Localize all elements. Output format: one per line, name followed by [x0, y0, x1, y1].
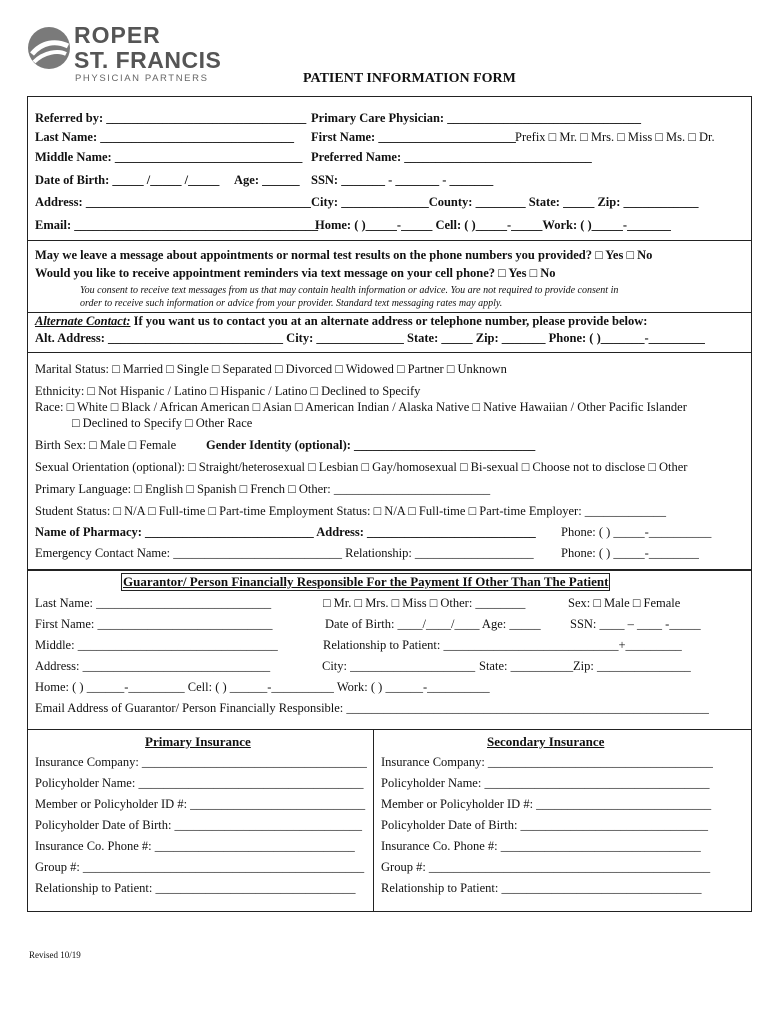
primary-ins-relationship-field[interactable]: Relationship to Patient: ________________________________: [35, 881, 356, 895]
alternate-contact-intro: [35, 314, 647, 329]
gender-identity-field[interactable]: Gender Identity (optional): _____________________________: [206, 438, 536, 452]
secondary-ins-phone-field[interactable]: Insurance Co. Phone #: ________________________________: [381, 839, 701, 853]
divider: [27, 352, 752, 353]
prefix-options[interactable]: Prefix □ Mr. □ Mrs. □ Miss □ Ms. □ Dr.: [515, 130, 715, 144]
primary-ins-company-field[interactable]: Insurance Company: ____________________________________: [35, 755, 367, 769]
preferred-name-field[interactable]: Preferred Name: ______________________________: [311, 150, 592, 164]
age-field[interactable]: Age: ______: [234, 173, 300, 187]
secondary-ins-holder-dob-field[interactable]: Policyholder Date of Birth: ______________________________: [381, 818, 709, 832]
ssn-field[interactable]: SSN: _______ - _______ - _______: [311, 173, 494, 187]
city-county-state-zip-field[interactable]: City: ______________County: ________ State: _____ Zip: ____________: [311, 195, 699, 209]
secondary-ins-holder-field[interactable]: Policyholder Name: ____________________________________: [381, 776, 710, 790]
primary-language-options[interactable]: Primary Language: □ English □ Spanish □ French □ Other: _________________________: [35, 482, 491, 496]
guarantor-sex-options[interactable]: Sex: □ Male □ Female: [568, 596, 681, 610]
text-reminder-question[interactable]: Would you like to receive appointment reminders via text message on your cell phone? □ Yes □ No: [35, 266, 556, 280]
race-options-2[interactable]: □ Declined to Specify □ Other Race: [72, 416, 253, 430]
guarantor-ssn-field[interactable]: SSN: ____ – ____ -_____: [570, 617, 701, 631]
divider: [27, 312, 752, 313]
emergency-contact-field[interactable]: Emergency Contact Name: ___________________________ Relationship: ___________________: [35, 546, 534, 560]
middle-name-field[interactable]: Middle Name: ______________________________: [35, 150, 303, 164]
logo-line3: PHYSICIAN PARTNERS: [75, 73, 209, 84]
address-field[interactable]: Address: ____________________________________: [35, 195, 311, 209]
secondary-ins-relationship-field[interactable]: Relationship to Patient: ________________________________: [381, 881, 702, 895]
guarantor-first-name-field[interactable]: First Name: ____________________________: [35, 617, 273, 631]
secondary-ins-company-field[interactable]: Insurance Company: ____________________________________: [381, 755, 713, 769]
consent-disclaimer-2: order to receive such information or advice from your provider. Standard text messaging rates may apply.: [80, 298, 503, 309]
marital-status-options[interactable]: [35, 362, 507, 377]
primary-ins-group-field[interactable]: Group #: _____________________________________________: [35, 860, 365, 874]
guarantor-last-name-field[interactable]: Last Name: ____________________________: [35, 596, 272, 610]
referred-by-field[interactable]: Referred by: ________________________________: [35, 111, 307, 125]
divider: [27, 240, 752, 241]
guarantor-zip-field[interactable]: Zip: _______________: [573, 659, 691, 673]
alternate-contact-label: Alternate Contact:: [35, 314, 131, 328]
phones-field[interactable]: Home: ( )_____-_____ Cell: ( )_____-_____Work: ( )_____-_______: [315, 218, 671, 232]
student-employment-options[interactable]: Student Status: □ N/A □ Full-time □ Part-time Employment Status: □ N/A □ Full-time □ Part-time Employer: _____________: [35, 504, 667, 518]
alternate-contact-text: If you want us to contact you at an alternate address or telephone number, please provide below:: [130, 314, 648, 328]
primary-ins-member-id-field[interactable]: Member or Policyholder ID #: ____________________________: [35, 797, 366, 811]
first-name-field[interactable]: First Name: ______________________: [311, 130, 516, 144]
guarantor-state-field[interactable]: State: __________: [479, 659, 574, 673]
ethnicity-options[interactable]: Ethnicity: □ Not Hispanic / Latino □ Hispanic / Latino □ Declined to Specify: [35, 384, 421, 398]
guarantor-phones-field[interactable]: Home: ( ) ______-_________ Cell: ( ) ______-__________ Work: ( ) ______-__________: [35, 680, 490, 694]
consent-disclaimer-1: You consent to receive text messages from us that may contain health information or advice. You are not required to provide consent in: [80, 285, 619, 296]
email-field[interactable]: Email: _______________________________________: [35, 218, 318, 232]
primary-ins-phone-field[interactable]: Insurance Co. Phone #: ________________________________: [35, 839, 355, 853]
guarantor-heading: Guarantor/ Person Financially Responsible For the Payment If Other Than The Patient: [123, 574, 609, 589]
leave-message-question[interactable]: May we leave a message about appointments or normal test results on the phone numbers you provided? □ Yes □ No: [35, 248, 653, 262]
secondary-ins-member-id-field[interactable]: Member or Policyholder ID #: ____________________________: [381, 797, 712, 811]
guarantor-email-field[interactable]: Email Address of Guarantor/ Person Financially Responsible: __________________________________________________________: [35, 701, 709, 715]
last-name-field[interactable]: Last Name: _______________________________: [35, 130, 295, 144]
guarantor-city-field[interactable]: City: ____________________: [322, 659, 476, 673]
emergency-phone-field[interactable]: Phone: ( ) _____-________: [561, 546, 699, 560]
primary-ins-holder-field[interactable]: Policyholder Name: ____________________________________: [35, 776, 364, 790]
dob-field[interactable]: Date of Birth: _____ /_____ /_____: [35, 173, 220, 187]
race-options[interactable]: Race: □ White □ Black / African American □ Asian □ American Indian / Alaska Native □ Native Hawaiian / Other Pacific Islander: [35, 400, 687, 414]
guarantor-relationship-field[interactable]: Relationship to Patient: ____________________________+_________: [323, 638, 682, 652]
page-title: PATIENT INFORMATION FORM: [303, 71, 516, 86]
pharmacy-phone-field[interactable]: Phone: ( ) _____-__________: [561, 525, 712, 539]
marital-status-text: Marital Status: □ Married □ Single □ Separated □ Divorced □ Widowed □ Partner □ Unknown: [35, 362, 507, 376]
logo: [26, 22, 226, 82]
insurance-divider: [373, 729, 374, 912]
logo-mark-icon: [26, 24, 72, 72]
birth-sex-options[interactable]: Birth Sex: □ Male □ Female: [35, 438, 177, 452]
guarantor-middle-field[interactable]: Middle: ________________________________: [35, 638, 278, 652]
revised-date: Revised 10/19: [29, 950, 81, 960]
secondary-insurance-heading: Secondary Insurance: [487, 734, 605, 749]
primary-ins-holder-dob-field[interactable]: Policyholder Date of Birth: ______________________________: [35, 818, 363, 832]
logo-line2: ST. FRANCIS: [74, 47, 222, 73]
guarantor-address-field[interactable]: Address: ______________________________: [35, 659, 271, 673]
pcp-field[interactable]: Primary Care Physician: _______________________________: [311, 111, 641, 125]
logo-line1: ROPER: [74, 22, 161, 48]
secondary-ins-group-field[interactable]: Group #: _____________________________________________: [381, 860, 711, 874]
sexual-orientation-options[interactable]: Sexual Orientation (optional): □ Straight/heterosexual □ Lesbian □ Gay/homosexual □ Bi-sexual □ Choose not to disclose □ Other: [35, 460, 688, 474]
primary-insurance-heading: Primary Insurance: [145, 734, 251, 749]
pharmacy-field[interactable]: Name of Pharmacy: ___________________________ Address: ___________________________: [35, 525, 536, 539]
alt-address-field[interactable]: Alt. Address: ____________________________ City: ______________ State: _____ Zip: _______ Phone: ( )_______-_________: [35, 331, 705, 345]
guarantor-prefix-options[interactable]: □ Mr. □ Mrs. □ Miss □ Other: ________: [323, 596, 526, 610]
guarantor-dob-field[interactable]: Date of Birth: ____/____/____ Age: _____: [325, 617, 541, 631]
